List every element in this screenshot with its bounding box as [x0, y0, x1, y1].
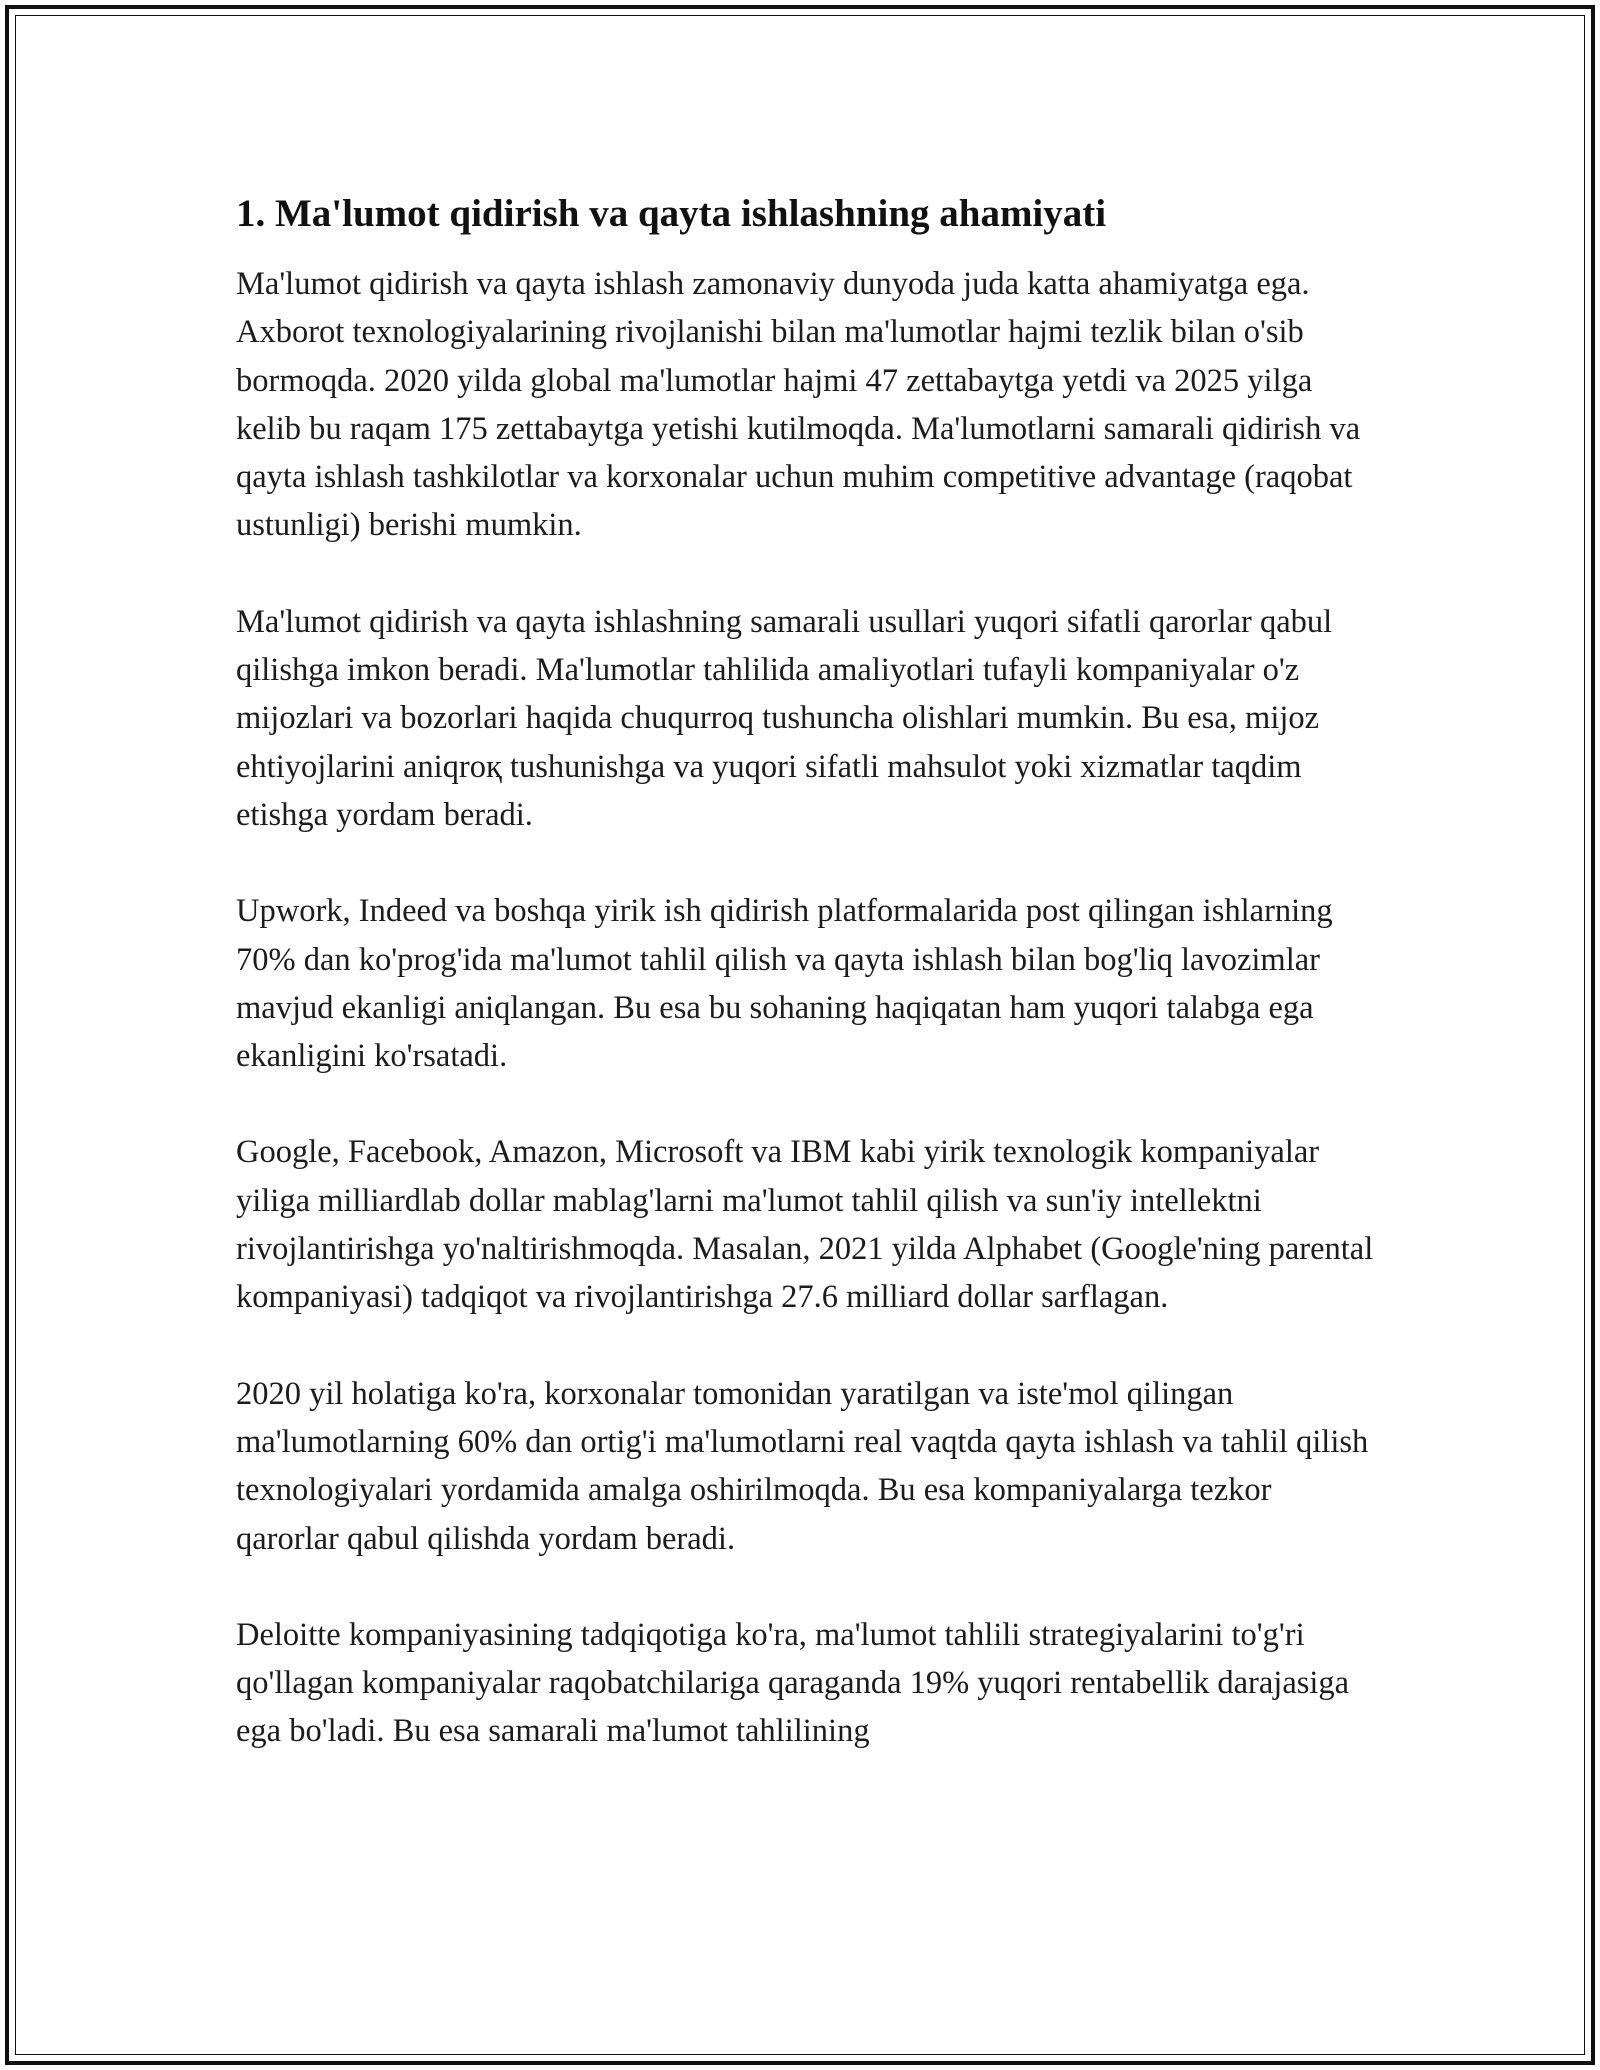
paragraph-importance: Ma'lumot qidirish va qayta ishlash zamonaviy dunyoda juda katta ahamiyatga ega. Axborot texnologiyalarining rivojlanishi bilan ma'lumotlar hajmi tezlik bilan o'sib bormoqda. 2020 yilda global ma'lumotlar hajmi 47 zettabaytga yetdi va 2025 yilga kelib bu raqam 175 zettabaytga yetishi kutilmoqda. Ma'lumotlarni samarali qidirish va qayta ishlash tashkilotlar va korxonalar uchun muhim competitive advantage (raqobat ustunligi) berishi mumkin. [236, 266, 1361, 544]
paragraph-job-platforms: Upwork, Indeed va boshqa yirik ish qidirish platformalarida post qilingan ishlarning 70% dan ko'prog'ida ma'lumot tahlil qilish va qayta ishlash bilan bog'liq lavozimlar mavjud ekanligi aniqlangan. Bu esa bu sohaning haqiqatan ham yuqori talabga ega ekanligini ko'rsatadi. [236, 893, 1333, 1075]
paragraph-tech-companies: Google, Facebook, Amazon, Microsoft va IBM kabi yirik texnologik kompaniyalar yiliga milliardlab dollar mablag'larni ma'lumot tahlil qilish va sun'iy intellektni rivojlantirishga yo'naltirishmoqda. Masalan, 2021 yilda Alphabet (Google'ning parental kompaniyasi) tadqiqot va rivojlantirishga 27.6 milliard dollar sarflagan. [236, 1134, 1374, 1316]
paragraph-real-time: 2020 yil holatiga ko'ra, korxonalar tomonidan yaratilgan va iste'mol qilingan ma'lumotlarning 60% dan ortig'i ma'lumotlarni real vaqtda qayta ishlash va tahlil qilish texnologiyalari yordamida amalga oshirilmoqda. Bu esa kompaniyalarga tezkor qarorlar qabul qilishda yordam beradi. [236, 1375, 1369, 1557]
document-body [236, 188, 1376, 1804]
section-heading: 1. Ma'lumot qidirish va qayta ishlashning ahamiyati [236, 192, 1107, 235]
paragraph-deloitte: Deloitte kompaniyasining tadqiqotiga ko'ra, ma'lumot tahlili strategiyalarini to'g'ri qo'llagan kompaniyalar raqobatchilariga qaraganda 19% yuqori rentabellik darajasiga ega bo'ladi. Bu esa samarali ma'lumot tahlilining [236, 1616, 1350, 1750]
paragraph-decisions: Ma'lumot qidirish va qayta ishlashning samarali usullari yuqori sifatli qarorlar qabul qilishga imkon beradi. Ma'lumotlar tahlilida amaliyotlari tufayli kompaniyalar o'z mijozlari va bozorlari haqida chuqurroq tushuncha olishlari mumkin. Bu esa, mijoz ehtiyojlarini aniqroқ tushunishga va yuqori sifatli mahsulot yoki xizmatlar taqdim etishga yordam beradi. [236, 603, 1333, 833]
